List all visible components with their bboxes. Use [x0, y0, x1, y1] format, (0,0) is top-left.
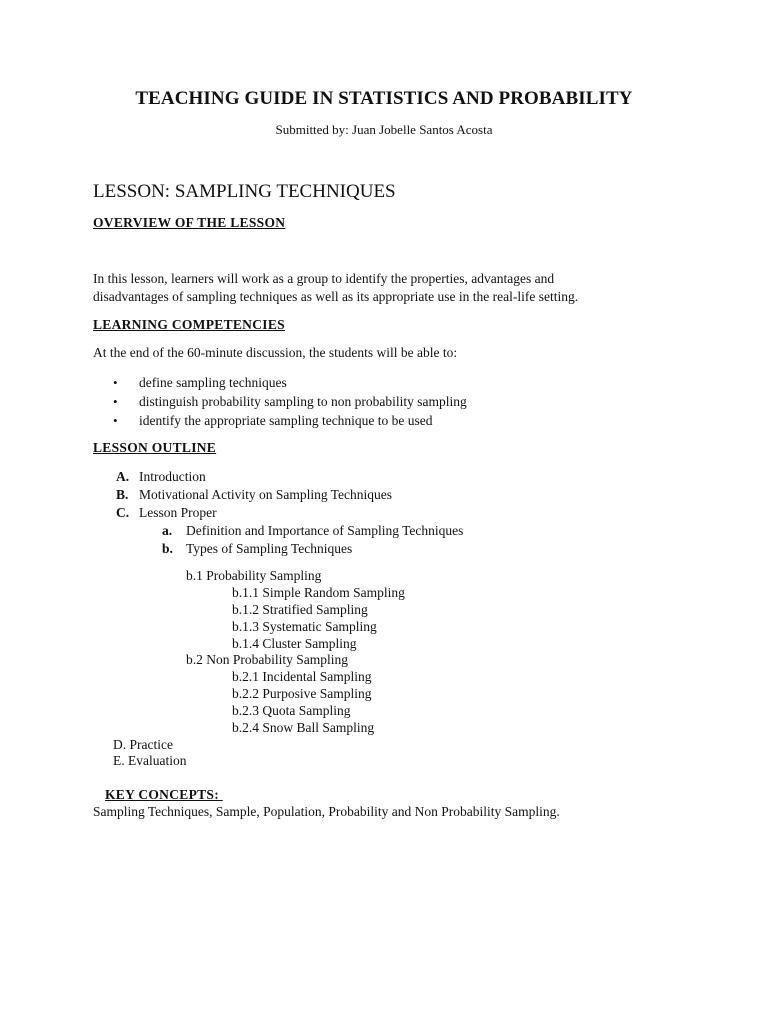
outline-b2-1: b.2.1 Incidental Sampling	[232, 669, 372, 684]
outline-item-a	[116, 468, 206, 486]
outline-marker: C.	[116, 505, 130, 520]
list-item: • identify the appropriate sampling technique to be used	[93, 411, 467, 430]
overview-heading: OVERVIEW OF THE LESSON	[93, 215, 286, 230]
competencies-list	[93, 373, 467, 430]
outline-b1-4: b.1.4 Cluster Sampling	[232, 636, 357, 651]
outline-item-b	[116, 486, 392, 504]
outline-subitem-b	[162, 540, 352, 558]
list-item: • distinguish probability sampling to non probability sampling	[93, 392, 467, 411]
outline-marker: B.	[116, 487, 129, 502]
outline-b2-2: b.2.2 Purposive Sampling	[232, 686, 372, 701]
outline-heading: LESSON OUTLINE	[93, 440, 217, 455]
outline-item-d: D. Practice	[113, 737, 173, 752]
overview-text-line-2: disadvantages of sampling techniques as well as its appropriate use in the real-life setting.	[93, 289, 579, 304]
outline-marker: A.	[116, 469, 130, 484]
outline-marker: a.	[162, 523, 173, 538]
outline-subitem-a	[162, 522, 463, 540]
outline-b2: b.2 Non Probability Sampling	[186, 652, 348, 667]
outline-label: Introduction	[139, 469, 206, 484]
document-title: TEACHING GUIDE IN STATISTICS AND PROBABILITY	[135, 88, 633, 109]
key-concepts-heading: KEY CONCEPTS:	[105, 787, 223, 802]
submitted-by: Submitted by: Juan Jobelle Santos Acosta	[275, 122, 493, 137]
outline-b1: b.1 Probability Sampling	[186, 568, 322, 583]
outline-label: Definition and Importance of Sampling Techniques	[186, 523, 464, 538]
lesson-title: LESSON: SAMPLING TECHNIQUES	[93, 181, 396, 202]
outline-b2-4: b.2.4 Snow Ball Sampling	[232, 720, 375, 735]
outline-label: Motivational Activity on Sampling Techniques	[139, 487, 393, 502]
outline-b1-3: b.1.3 Systematic Sampling	[232, 619, 377, 634]
outline-b1-2: b.1.2 Stratified Sampling	[232, 602, 368, 617]
outline-item-c	[116, 504, 217, 522]
outline-item-e: E. Evaluation	[113, 753, 187, 768]
outline-marker: b.	[162, 541, 173, 556]
competencies-heading: LEARNING COMPETENCIES	[93, 317, 285, 332]
competencies-intro: At the end of the 60-minute discussion, the students will be able to:	[93, 345, 458, 360]
overview-text-line-1: In this lesson, learners will work as a group to identify the properties, advantages and	[93, 271, 555, 286]
key-concepts-text: Sampling Techniques, Sample, Population, Probability and Non Probability Sampling.	[93, 804, 560, 819]
list-item: • define sampling techniques	[93, 373, 467, 392]
outline-label: Lesson Proper	[139, 505, 217, 520]
outline-b2-3: b.2.3 Quota Sampling	[232, 703, 351, 718]
outline-label: Types of Sampling Techniques	[186, 541, 353, 556]
outline-b1-1: b.1.1 Simple Random Sampling	[232, 585, 405, 600]
